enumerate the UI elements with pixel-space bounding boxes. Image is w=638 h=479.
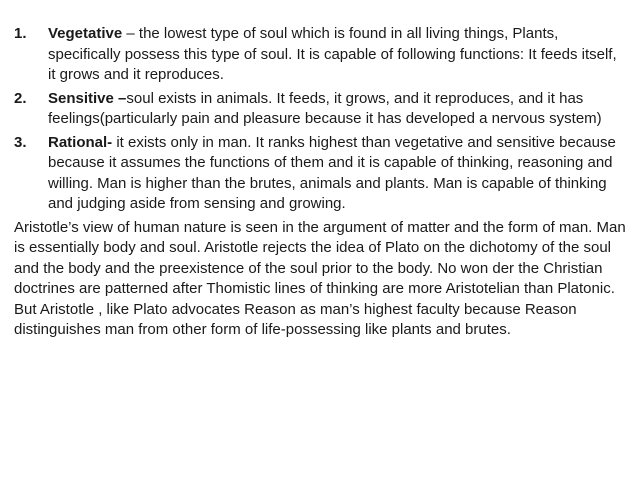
list-item-sensitive <box>14 89 628 130</box>
item-number: 2. <box>14 89 27 107</box>
soul-types-list <box>14 24 628 215</box>
item-number: 3. <box>14 133 27 151</box>
list-item-vegetative <box>14 24 628 86</box>
item-body <box>48 133 628 215</box>
item-text: – the lowest type of soul which is found in all living things, Plants, specifically possess this type of soul. It is capable of following functions: It feeds itself, it grows and it reproduces. <box>48 25 617 83</box>
item-number: 1. <box>14 25 27 42</box>
list-item-rational <box>14 133 628 215</box>
item-body <box>48 24 628 86</box>
item-text: it exists only in man. It ranks highest than vegetative and sensitive because because it assumes the functions of them and it is capable of thinking, reasoning and willing. Man is higher than the brutes, animals and plants. Man is capable of thinking and judging aside from sensing and growing. <box>48 133 616 212</box>
item-term: Rational- <box>48 133 113 151</box>
item-term: Sensitive – <box>48 89 127 107</box>
item-term: Vegetative <box>48 25 123 42</box>
aristotle-paragraph: Aristotle’s view of human nature is seen in the argument of matter and the form of man. Man is essentially body and soul. Aristotle rejects the idea of Plato on the dichotomy of the soul and the body and the preexistence of the soul prior to the body. No won der the Christian doctrines are patterned after Thomistic lines of thinking are more Aristotelian than Platonic. But Aristotle , like Plato advocates Reason as man’s highest faculty because Reason distinguishes man from other form of life-possessing like plants and brutes. <box>14 218 626 338</box>
item-body <box>48 89 628 130</box>
item-text: soul exists in animals. It feeds, it grows, and it reproduces, and it has feelings(particularly pain and pleasure because it has developed a nervous system) <box>48 89 602 127</box>
